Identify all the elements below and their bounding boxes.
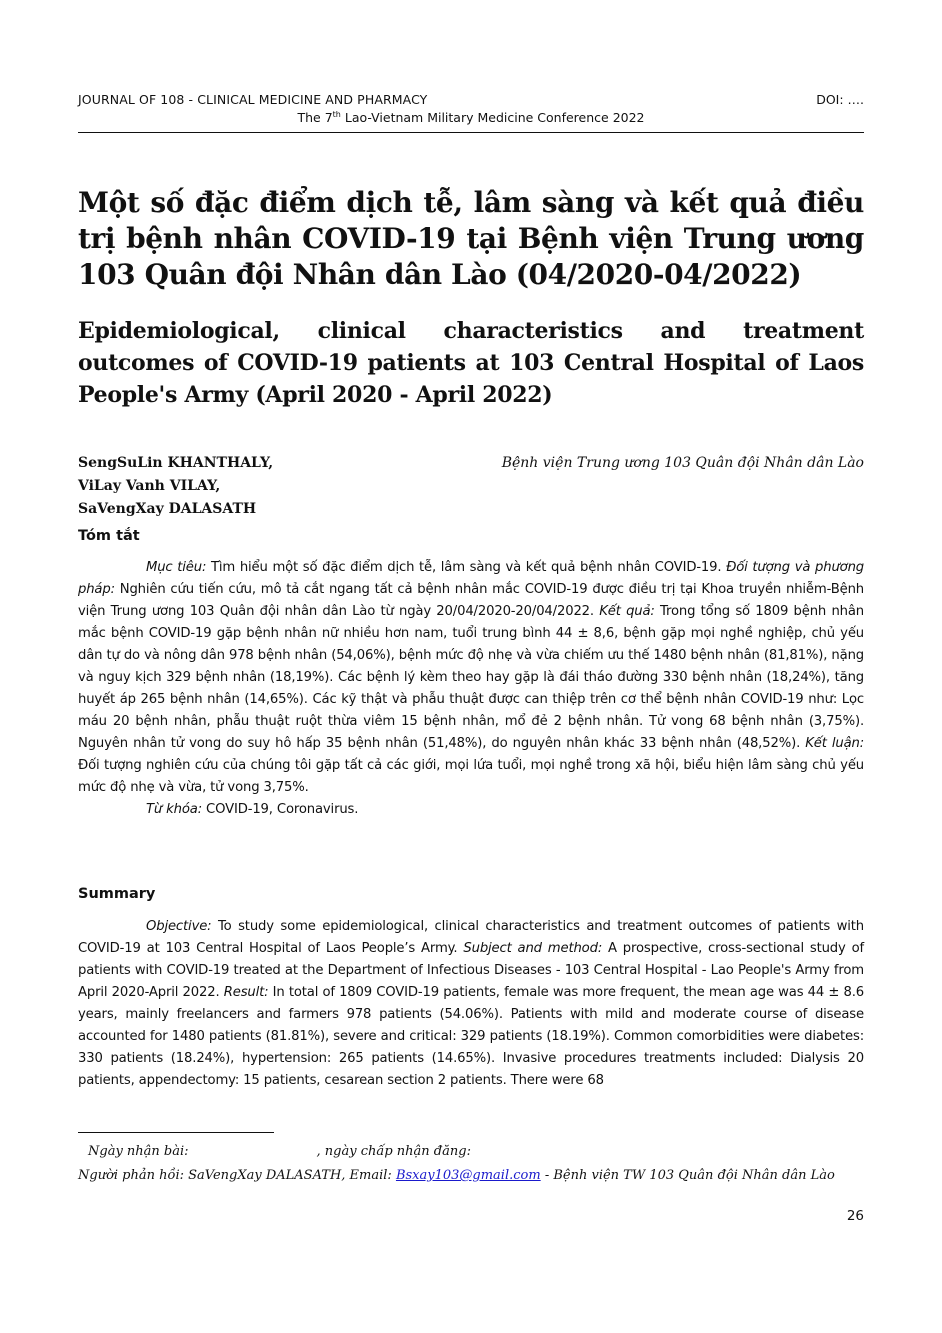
footnote-dates: Ngày nhận bài: , ngày chấp nhận đăng: (88, 1144, 471, 1159)
page-number: 26 (846, 1208, 864, 1224)
journal-name: JOURNAL OF 108 - CLINICAL MEDICINE AND PHARMACY (78, 92, 428, 107)
doi: DOI: …. (816, 92, 864, 107)
heading-summary: Summary (78, 886, 156, 902)
conference-line: The 7th Lao-Vietnam Military Medicine Conference 2022 (297, 109, 645, 125)
title-vietnamese: Một số đặc điểm dịch tễ, lâm sàng và kết quả điều trị bệnh nhân COVID-19 tại Bệnh viện Trung ương 103 Quân đội Nhân dân Lào (04/2020-04/2022) (78, 186, 864, 291)
author: SaVengXay DALASATH (78, 501, 257, 517)
footnote-rule (78, 1132, 274, 1133)
abstract-vietnamese: Mục tiêu: Tìm hiểu một số đặc điểm dịch tễ, lâm sàng và kết quả bệnh nhân COVID-19. Đối tượng và phương pháp: Nghiên cứu tiến cứu, mô tả cắt ngang tất cả bệnh nhân mắc COVID-19 được điều trị tại Khoa truyền nhiễm-Bệnh viện Trung ương 103 Quân đội nhân dân Lào từ ngày 20/04/2020-20/04/2022. Kết quả: Trong tổng số 1809 bệnh nhân mắc bệnh COVID-19 gặp bệnh nhân nữ nhiều hơn nam, tuổi trung bình 44 ± 8,6, bệnh gặp mọi nghề nghiệp, chủ yếu dân tự do và nông dân 978 bệnh nhân (54,06%), bệnh mức độ nhẹ và vừa chiếm ưu thế 1480 bệnh nhân (81,81%), nặng và nguy kịch 329 bệnh nhân (18,19%). Các bệnh lý kèm theo hay gặp là đái tháo đường 330 bệnh nhân (18,24%), tăng huyết áp 265 bệnh nhân (14,65%). Các kỹ thật và phẫu thuật được can thiệp trên cơ thể bệnh nhân COVID-19 như: Lọc máu 20 bệnh nhân, phẫu thuật ruột thừa viêm 15 bệnh nhân, mổ đẻ 2 bệnh nhân. Tử vong 68 bệnh nhân (3,75%). Nguyên nhân tử vong do suy hô hấp 35 bệnh nhân (51,48%), do nguyên nhân khác 33 bệnh nhân (48,52%). Kết luận: Đối tượng nghiên cứu của chúng tôi gặp tất cả các giới, mọi lứa tuổi, mọi nghề trong xã hội, biểu hiện lâm sàng chủ yếu mức độ nhẹ và vừa, tử vong 3,75%. Từ khóa: COVID-19, Coronavirus. (78, 557, 864, 821)
author-list (78, 452, 273, 521)
heading-tom-tat: Tóm tắt (78, 528, 140, 544)
header-rule (78, 132, 864, 133)
abstract-english: Objective: To study some epidemiological, clinical characteristics and treatment outcomes of patients with COVID-19 at 103 Central Hospital of Laos People’s Army. Subject and method: A prospective, cross-sectional study of patients with COVID-19 treated at the Department of Infectious Diseases - 103 Central Hospital - Lao People's Army from April 2020-April 2022. Result: In total of 1809 COVID-19 patients, female was more frequent, the mean age was 44 ± 8.6 years, mainly freelancers and farmers 978 patients (54.06%). Patients with mild and moderate course of disease accounted for 1480 patients (81.81%), severe and critical: 329 patients (18.19%). Common comorbidities were diabetes: 330 patients (18.24%), hypertension: 265 patients (14.65%). Invasive procedures treatments included: Dialysis 20 patients, appendectomy: 15 patients, cesarean section 2 patients. There were 68 (78, 919, 864, 1088)
title-english: Epidemiological, clinical characteristics and treatment outcomes of COVID-19 patients at 103 Central Hospital of Laos People's Army (April 2020 - April 2022) (78, 318, 864, 408)
email-link[interactable]: Bsxay103@gmail.com (395, 1168, 541, 1183)
affiliation: Bệnh viện Trung ương 103 Quân đội Nhân dân Lào (501, 455, 864, 471)
keywords: Từ khóa: COVID-19, Coronavirus. (146, 802, 359, 817)
footnote-contact: Người phản hồi: SaVengXay DALASATH, Email: Bsxay103@gmail.com - Bệnh viện TW 103 Quân đội Nhân dân Lào (78, 1168, 835, 1183)
author: ViLay Vanh VILAY, (78, 478, 221, 494)
author: SengSuLin KHANTHALY, (78, 455, 274, 471)
